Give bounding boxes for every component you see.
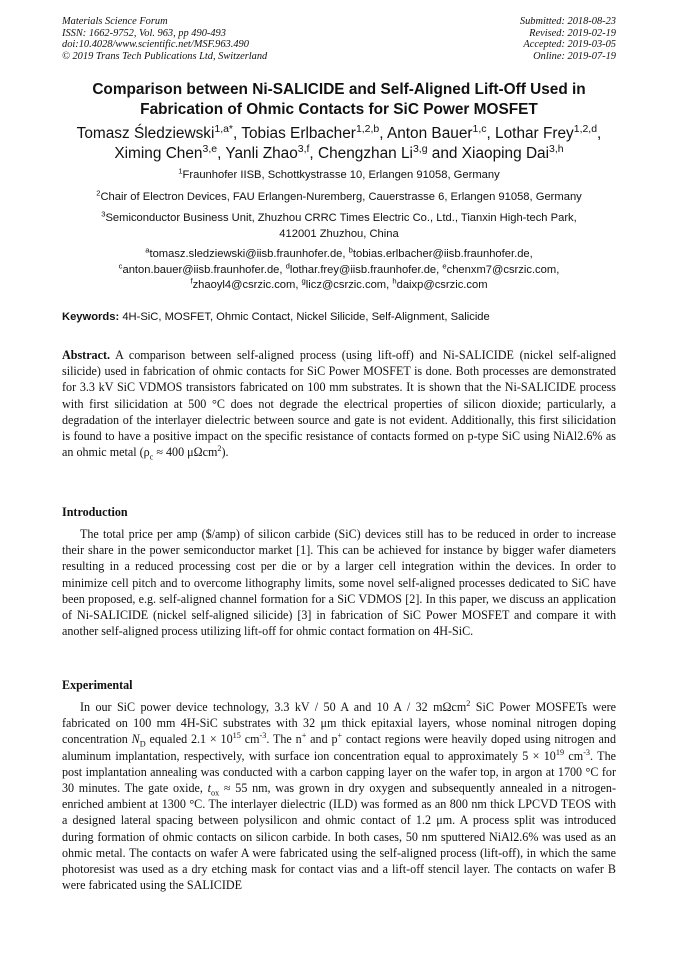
author-sep: , bbox=[379, 125, 387, 142]
email-sep: , bbox=[436, 263, 443, 276]
abstract-text: A comparison between self-aligned process (using lift-off) and Ni-SALICIDE (nickel self-aligned silicide) used in fabrication of ohmic contacts for SiC Power MOSFET is done. Both processes are demonstrated for 3.3 kV SiC VDMOS transistors fabricated on 100 mm substrates. It is shown that the Ni-SALICIDE process with first silicidation at 500 °C does not degrade the electrical properties of silicon dioxide; particularly, a degradation of the interlayer dielectric between source and gate is not evident. Additionally, this first silicidation is found to have a positive impact on the specific resistance of contacts formed on p-type SiC using NiAl2.6% as an ohmic metal ( bbox=[62, 348, 617, 460]
email-address[interactable]: tobias.erlbacher@iisb.fraunhofer.de bbox=[352, 248, 530, 260]
email-sep: , bbox=[386, 279, 393, 291]
author-affil-sup: 3,h bbox=[549, 143, 564, 155]
affiliation-text: Chair of Electron Devices, FAU Erlangen-Nuremberg, Cauerstrasse 6, Erlangen 91058, Germany bbox=[100, 191, 582, 203]
author-sep: and bbox=[427, 144, 462, 162]
author-affil-sup: 1,2,b bbox=[355, 123, 380, 135]
author-name: Yanli Zhao bbox=[225, 144, 298, 162]
author-affil-sup: 3,g bbox=[412, 143, 428, 155]
author-affil-sup: 3,f bbox=[297, 143, 310, 155]
email-sup: b bbox=[348, 245, 353, 255]
exp-sup: -3 bbox=[583, 747, 591, 757]
affiliation-2 bbox=[62, 190, 616, 206]
exp-text: . The post implantation annealing was conducted with a carbon capping layer on the wafer top, in argon at 1700 °C for 30 minutes. The gate oxide, bbox=[62, 748, 616, 796]
author-sep: , bbox=[233, 125, 242, 142]
author-sep: , bbox=[309, 144, 318, 162]
email-sup: f bbox=[190, 276, 193, 286]
email-list bbox=[62, 247, 616, 294]
exp-sup: + bbox=[337, 731, 343, 741]
exp-sup: -3 bbox=[259, 731, 267, 741]
author-name: Anton Bauer bbox=[386, 125, 473, 142]
keywords-text: 4H-SiC, MOSFET, Ohmic Contact, Nickel Silicide, Self-Alignment, Salicide bbox=[122, 311, 490, 323]
email-address[interactable]: anton.bauer@iisb.fraunhofer.de bbox=[122, 263, 280, 276]
doi-link[interactable]: doi:10.4028/www.scientific.net/MSF.963.490 bbox=[62, 39, 249, 50]
exp-text: cm bbox=[564, 748, 584, 763]
email-sep: , bbox=[279, 263, 286, 276]
revised-date: Revised: 2019-02-19 bbox=[529, 27, 616, 39]
email-sup: c bbox=[118, 260, 123, 270]
affiliation-sup: 2 bbox=[96, 188, 101, 198]
title-line-2: Fabrication of Ohmic Contacts for SiC Power MOSFET bbox=[140, 100, 538, 118]
email-address[interactable]: zhaoyl4@csrzic.com bbox=[192, 279, 296, 291]
journal-name: Materials Science Forum bbox=[62, 16, 168, 27]
abstract bbox=[62, 347, 616, 460]
email-sep: , bbox=[556, 263, 560, 276]
keywords-label: Keywords: bbox=[62, 311, 120, 323]
exp-sup: 19 bbox=[555, 747, 565, 757]
author-sep: , bbox=[217, 144, 226, 162]
email-address[interactable]: daixp@csrzic.com bbox=[396, 279, 488, 291]
exp-text: ≈ 55 nm, was grown in dry oxygen and subsequently annealed in a nitrogen-enriched ambient at 1300 °C. The interlayer dielectric (ILD) was formed as an 800 nm thick LPCVD TEOS with a designed lateral spacing between polysilicon and ohmic contact of 1.2 μm. A process split was introduced during formation of ohmic contacts on silicon carbide. In both cases, 50 nm sputtered NiAl2.6% was used as an ohmic metal. The contacts on wafer A were fabricated using the self-aligned process (lift-off), in which the same photoresist was used as a dry etching mask for contact vias and a lift-off stencil layer. The contacts on wafer B were fabricated using the SALICIDE bbox=[62, 781, 616, 893]
exp-text: . The n bbox=[266, 732, 302, 747]
author-sep: , bbox=[486, 125, 496, 142]
author-name: Tobias Erlbacher bbox=[241, 125, 356, 142]
copyright: © 2019 Trans Tech Publications Ltd, Switzerland bbox=[62, 50, 268, 62]
author-sep: , bbox=[597, 125, 602, 142]
abstract-rho-sub: c bbox=[149, 452, 154, 462]
exp-text: cm bbox=[240, 732, 260, 747]
affiliation-sup: 3 bbox=[101, 209, 106, 219]
email-address[interactable]: tomasz.sledziewski@iisb.fraunhofer.de bbox=[149, 248, 343, 260]
exp-text: contact regions were heavily doped using nitrogen and aluminum implantation, respectively, with surface ion concentration equal to approximately 5 × 10 bbox=[62, 732, 616, 763]
exp-text: SiC Power MOSFETs were fabricated on 100 mm 4H-SiC substrates with 32 μm thick epitaxial layers, whose nominal nitrogen doping concentration bbox=[62, 700, 616, 747]
author-list bbox=[62, 124, 616, 163]
email-sup: a bbox=[145, 245, 150, 255]
email-sep: , bbox=[529, 248, 533, 260]
author-affil-sup: 3,e bbox=[202, 143, 218, 155]
abstract-tail: ). bbox=[221, 445, 229, 460]
exp-text: In our SiC power device technology, 3.3 kV / 50 A and 10 A / 32 mΩcm bbox=[80, 700, 467, 714]
email-sep: , bbox=[295, 279, 302, 291]
author-affil-sup: 1,a* bbox=[214, 123, 234, 135]
accepted-date: Accepted: 2019-03-05 bbox=[523, 39, 616, 50]
affiliation-text: Semiconductor Business Unit, Zhuzhou CRRC Times Electric Co., Ltd., Tianxin High-tech Park, bbox=[105, 212, 577, 224]
exp-sup: 15 bbox=[232, 731, 241, 741]
exp-sup: + bbox=[301, 731, 307, 741]
affiliation-sup: 1 bbox=[178, 166, 183, 176]
email-address[interactable]: lothar.frey@iisb.fraunhofer.de bbox=[289, 263, 437, 276]
exp-sub: ox bbox=[211, 788, 220, 798]
introduction-heading: Introduction bbox=[62, 505, 128, 519]
issn-info: ISSN: 1662-9752, Vol. 963, pp 490-493 bbox=[62, 27, 226, 39]
title-line-1: Comparison between Ni-SALICIDE and Self-Aligned Lift-Off Used in bbox=[92, 81, 586, 98]
abstract-rho: ρ bbox=[143, 445, 150, 460]
affiliation-text: Fraunhofer IISB, Schottkystrasse 10, Erlangen 91058, Germany bbox=[182, 169, 500, 181]
journal-header-left bbox=[62, 16, 267, 62]
abstract-label: Abstract. bbox=[62, 348, 111, 362]
email-sup: d bbox=[285, 260, 290, 270]
email-sup: e bbox=[442, 260, 447, 270]
email-sep: , bbox=[342, 248, 349, 260]
author-name: Lothar Frey bbox=[495, 125, 574, 142]
author-affil-sup: 1,c bbox=[472, 123, 487, 135]
affiliation-1 bbox=[62, 168, 616, 184]
author-name: Ximing Chen bbox=[114, 144, 203, 162]
experimental-text bbox=[62, 699, 616, 893]
exp-symbol-tox: t bbox=[207, 781, 211, 796]
exp-sup: 2 bbox=[466, 698, 471, 708]
introduction-text: The total price per amp ($/amp) of silicon carbide (SiC) devices still has to be reduced in order to increase their share in the power semiconductor market [1]. This can be achieved for instance by bigger wafer diameters resulting in a reduced processing cost per die or by a larger cell integration within the devices. In order to minimize cell pitch and to overcome lithography limits, some novel self-aligned processes dedicated to SiC have been proposed, e.g. self-aligned channel formation for a SiC VDMOS [2]. In this paper, we discuss an application of Ni-SALICIDE (nickel self-aligned silicide) [3] in fabrication of SiC Power MOSFET and compare it with another self-aligned process utilizing lift-off for ohmic contact formation on 4H-SiC. bbox=[62, 527, 616, 639]
paper-title bbox=[62, 80, 616, 119]
journal-header-right bbox=[520, 16, 616, 62]
email-address[interactable]: licz@csrzic.com bbox=[305, 279, 387, 291]
email-sup: h bbox=[392, 276, 397, 286]
email-address[interactable]: chenxm7@csrzic.com bbox=[446, 263, 557, 276]
experimental-heading: Experimental bbox=[62, 678, 133, 692]
exp-sub: D bbox=[139, 739, 146, 749]
online-date: Online: 2019-07-19 bbox=[533, 50, 616, 62]
abstract-value: ≈ 400 μΩcm bbox=[153, 445, 218, 460]
exp-text: equaled 2.1 × 10 bbox=[145, 732, 233, 747]
keywords bbox=[62, 310, 616, 325]
author-affil-sup: 1,2,d bbox=[573, 123, 598, 135]
submitted-date: Submitted: 2018-08-23 bbox=[519, 16, 616, 27]
exp-text: and p bbox=[306, 732, 338, 747]
author-name: Xiaoping Dai bbox=[461, 144, 550, 162]
author-name: Chengzhan Li bbox=[317, 144, 413, 162]
affiliation-text-cont: 412001 Zhuzhou, China bbox=[279, 227, 399, 240]
exp-symbol-nd: N bbox=[131, 732, 140, 747]
author-name: Tomasz Śledziewski bbox=[76, 125, 215, 142]
abstract-value-sup: 2 bbox=[217, 444, 222, 454]
email-sup: g bbox=[301, 276, 306, 286]
affiliation-3 bbox=[62, 211, 616, 242]
